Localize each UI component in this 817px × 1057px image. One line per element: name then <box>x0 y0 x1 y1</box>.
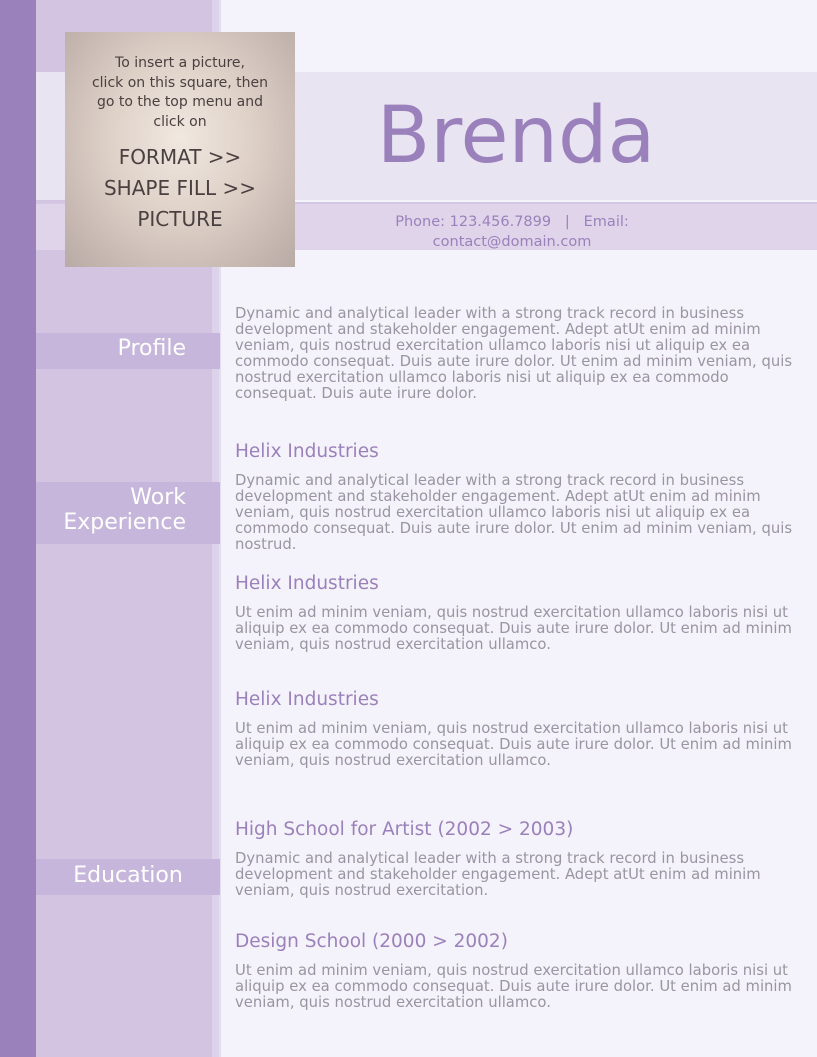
work-entry-title: Helix Industries <box>235 573 379 594</box>
section-label-work-line2: Experience <box>63 510 186 535</box>
photo-step: SHAPE FILL >> <box>103 176 257 200</box>
education-entry-title: High School for Artist (2002 > 2003) <box>235 819 574 840</box>
photo-instruction-line: click on <box>153 113 207 130</box>
education-entry-text: Dynamic and analytical leader with a strong track record in business development and stakeholder engagement. Adept atUt enim ad minim veniam, quis nostrud exercitation. <box>235 850 761 899</box>
contact-info <box>296 212 728 252</box>
work-entry-title: Helix Industries <box>235 441 379 462</box>
section-label-education: Education <box>36 859 220 895</box>
photo-placeholder[interactable] <box>65 32 295 267</box>
resume-name: Brenda <box>376 91 656 181</box>
photo-step: PICTURE <box>137 207 223 231</box>
profile-text: Dynamic and analytical leader with a strong track record in business development and stakeholder engagement. Adept atUt enim ad minim veniam, quis nostrud exercitation ullamco laboris nisi ut aliquip ex ea commodo consequat. Duis aute irure dolor. Ut enim ad minim veniam, quis nostrud exercitation ullamco laboris nisi ut aliquip ex ea commodo consequat. Duis aute irure dolor. <box>235 305 793 402</box>
section-label-work-line1: Work <box>130 485 186 510</box>
education-entry-title: Design School (2000 > 2002) <box>235 931 508 952</box>
photo-instruction-line: To insert a picture, <box>115 55 245 71</box>
contact-email-address: contact@domain.com <box>432 234 592 250</box>
section-label-profile: Profile <box>36 333 220 369</box>
work-entry-text: Ut enim ad minim veniam, quis nostrud exercitation ullamco laboris nisi ut aliquip ex ea commodo consequat. Duis aute irure dolor. Ut enim ad minim veniam, quis nostrud exercitation ullamco. <box>235 720 792 769</box>
contact-phone-email: Phone: 123.456.7899 | Email: <box>395 214 629 230</box>
work-entry-text: Dynamic and analytical leader with a strong track record in business development and stakeholder engagement. Adept atUt enim ad minim veniam, quis nostrud exercitation ullamco laboris nisi ut aliquip ex ea commodo consequat. Duis aute irure dolor. Ut enim ad minim veniam, quis nostrud. <box>235 472 793 553</box>
photo-instruction-line: go to the top menu and <box>96 94 263 110</box>
section-label-work-experience <box>36 482 220 544</box>
photo-instruction-line: click on this square, then <box>91 74 269 91</box>
work-entry-title: Helix Industries <box>235 689 379 710</box>
education-entry-text: Ut enim ad minim veniam, quis nostrud exercitation ullamco laboris nisi ut aliquip ex ea commodo consequat. Duis aute irure dolor. Ut enim ad minim veniam, quis nostrud exercitation ullamco. <box>235 962 792 1011</box>
work-entry-text: Ut enim ad minim veniam, quis nostrud exercitation ullamco laboris nisi ut aliquip ex ea commodo consequat. Duis aute irure dolor. Ut enim ad minim veniam, quis nostrud exercitation ullamco. <box>235 604 792 653</box>
photo-step: FORMAT >> <box>118 145 242 169</box>
accent-stripe <box>0 0 36 1057</box>
